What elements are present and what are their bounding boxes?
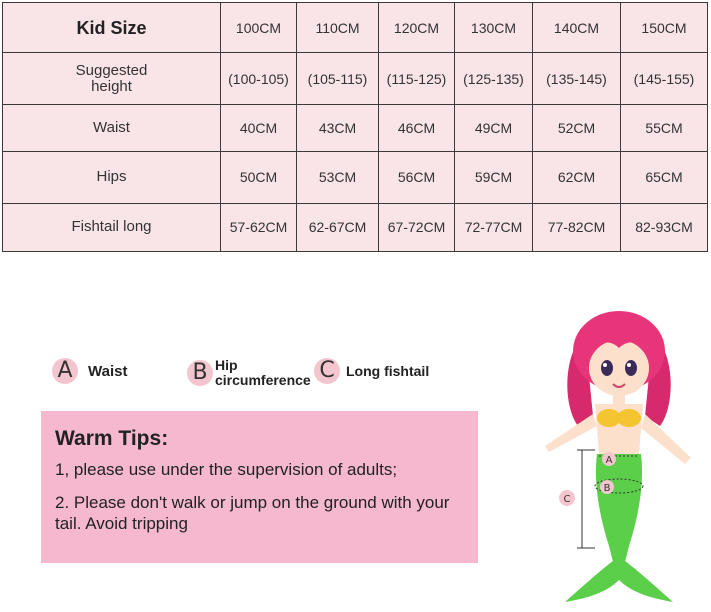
- legend-item-fishtail: [314, 358, 429, 384]
- legend-item-waist: [52, 358, 127, 384]
- mermaid-figure-image: [533, 306, 705, 608]
- table-cell: 55CM: [621, 105, 708, 151]
- legend-label-waist: Waist: [88, 362, 128, 380]
- table-cell: 77-82CM: [533, 203, 621, 251]
- row-label-waist: Waist: [3, 105, 221, 151]
- table-cell: 40CM: [221, 105, 297, 151]
- mermaid-illustration: [533, 306, 705, 608]
- suggested-height-label: Suggested height: [75, 61, 148, 95]
- diagram-label-c: C: [563, 494, 571, 505]
- table-cell: 43CM: [297, 105, 379, 151]
- row-label-hips: Hips: [3, 151, 221, 203]
- table-cell: (105-115): [297, 53, 379, 105]
- tip-item: 2. Please don't walk or jump on the ground with your tail. Avoid tripping: [55, 493, 450, 533]
- size-cell: 120CM: [379, 3, 455, 53]
- table-cell: 62-67CM: [297, 203, 379, 251]
- legend-marker-b: B: [187, 360, 213, 386]
- diagram-label-a: A: [605, 455, 613, 466]
- row-label-suggested-height: [3, 53, 221, 105]
- table-cell: 49CM: [455, 105, 533, 151]
- size-cell: 100CM: [221, 3, 297, 53]
- warm-tips-box: [41, 411, 478, 563]
- legend-item-hip: [187, 358, 325, 388]
- kid-size-header: Kid Size: [3, 3, 221, 53]
- table-row: [3, 105, 708, 151]
- legend-marker-a: A: [52, 358, 78, 384]
- table-cell: (135-145): [533, 53, 621, 105]
- legend-label-hip: Hip circumference: [215, 357, 311, 388]
- table-cell: 59CM: [455, 151, 533, 203]
- warm-tips-title: Warm Tips:: [55, 427, 169, 450]
- table-cell: 53CM: [297, 151, 379, 203]
- size-cell: 140CM: [533, 3, 621, 53]
- table-cell: 62CM: [533, 151, 621, 203]
- size-chart-table: [2, 2, 708, 252]
- table-cell: 82-93CM: [621, 203, 708, 251]
- size-cell: 110CM: [297, 3, 379, 53]
- table-row: [3, 53, 708, 105]
- table-row: [3, 203, 708, 251]
- table-row: [3, 151, 708, 203]
- table-cell: 72-77CM: [455, 203, 533, 251]
- table-header-row: [3, 3, 708, 53]
- table-cell: 65CM: [621, 151, 708, 203]
- size-cell: 130CM: [455, 3, 533, 53]
- table-cell: (125-135): [455, 53, 533, 105]
- measurement-legend: [0, 358, 480, 392]
- table-cell: 52CM: [533, 105, 621, 151]
- table-cell: 57-62CM: [221, 203, 297, 251]
- table-cell: 50CM: [221, 151, 297, 203]
- legend-label-fishtail: Long fishtail: [346, 363, 430, 379]
- table-cell: 67-72CM: [379, 203, 455, 251]
- diagram-label-b: B: [603, 483, 611, 494]
- tip-item: 1, please use under the supervision of adults;: [55, 460, 398, 479]
- size-cell: 150CM: [621, 3, 708, 53]
- legend-marker-c: C: [314, 358, 340, 384]
- table-cell: (115-125): [379, 53, 455, 105]
- table-cell: (145-155): [621, 53, 708, 105]
- table-cell: (100-105): [221, 53, 297, 105]
- row-label-fishtail-long: Fishtail long: [3, 203, 221, 251]
- table-cell: 46CM: [379, 105, 455, 151]
- table-cell: 56CM: [379, 151, 455, 203]
